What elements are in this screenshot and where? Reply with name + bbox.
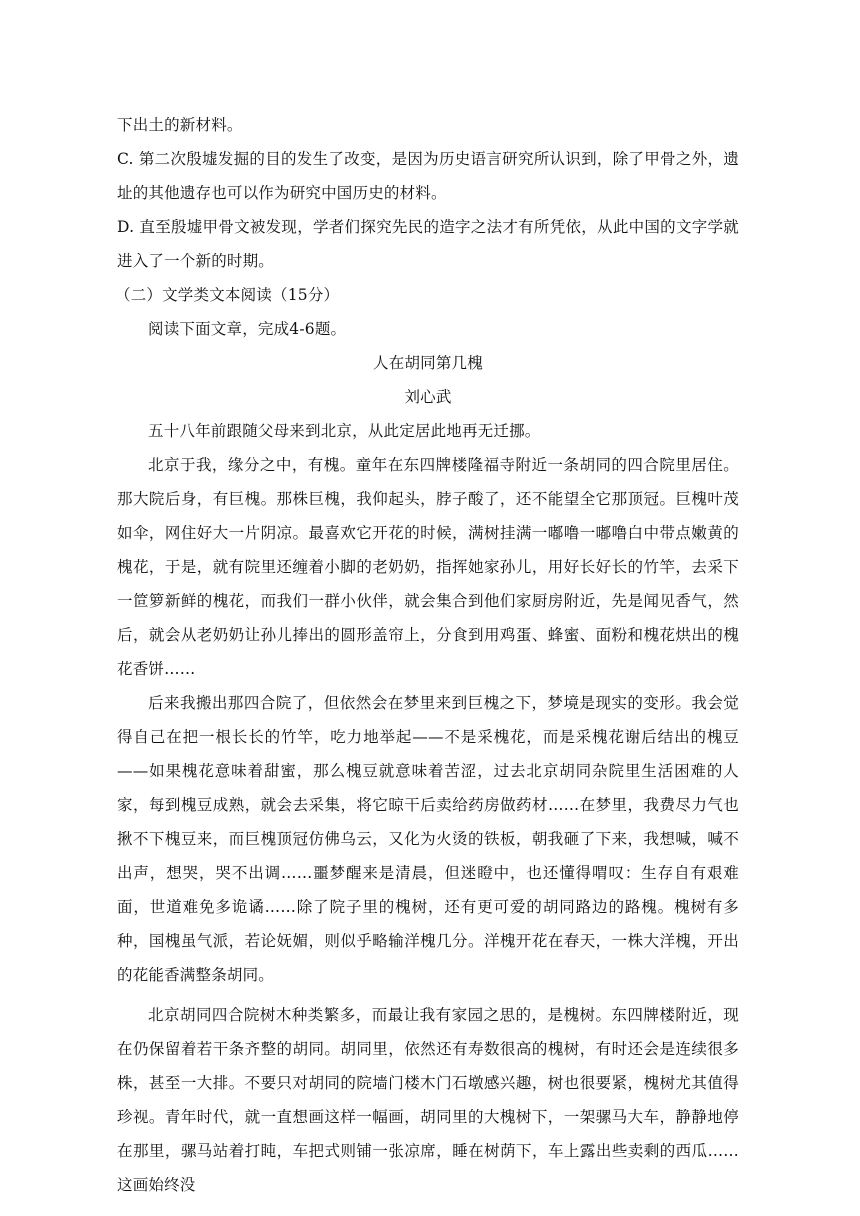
article-paragraph: 北京于我，缘分之中，有槐。童年在东四牌楼隆福寺附近一条胡同的四合院里居住。那大院后身，有巨槐。那株巨槐，我仰起头，脖子酸了，还不能望全它那顶冠。巨槐叶茂如伞，网住好大一片阴凉。最喜欢它开花的时候，满树挂满一嘟噜一嘟噜白中带点嫩黄的槐花，于是，就有院里还缠着小脚的老奶奶，指挥她家孙儿，用好长好长的竹竿，去采下一笸箩新鲜的槐花，而我们一群小伙伴，就会集合到他们家厨房附近，先是闻见香气，然后，就会从老奶奶让孙儿捧出的圆形盖帘上，分食到用鸡蛋、蜂蜜、面粉和槐花烘出的槐花香饼…… — [117, 456, 739, 678]
article-title: 人在胡同第几槐 — [373, 354, 483, 372]
reading-instruction: 阅读下面文章，完成4-6题。 — [148, 320, 347, 338]
article-author: 刘心武 — [404, 388, 452, 406]
section-heading: （二）文学类文本阅读（15分） — [115, 286, 340, 304]
article-paragraph: 北京胡同四合院树木种类繁多，而最让我有家园之思的，是槐树。东四牌楼附近，现在仍保留着若干条齐整的胡同。胡同里，依然还有寿数很高的槐树，有时还会是连续很多株，甚至一大排。不要只对胡同的院墙门楼木门石墩感兴趣，树也很要紧，槐树尤其值得珍视。青年时代，就一直想画这样一幅画，胡同里的大槐树下，一架骡马大车，静静地停在那里，骡马站着打盹，车把式则铺一张凉席，睡在树荫下，车上露出些卖剩的西瓜……这画始终没 — [117, 1006, 739, 1194]
article-paragraph: 五十八年前跟随父母来到北京，从此定居此地再无迁挪。 — [148, 422, 541, 440]
option-d: D. 直至殷墟甲骨文被发现，学者们探究先民的造字之法才有所凭依，从此中国的文字学就进入了一个新的时期。 — [117, 218, 739, 270]
option-c: C. 第二次殷墟发掘的目的发生了改变，是因为历史语言研究所认识到，除了甲骨之外，遗址的其他遗存也可以作为研究中国历史的材料。 — [117, 150, 739, 202]
text-paragraph: 下出土的新材料。 — [117, 116, 243, 134]
article-paragraph: 后来我搬出那四合院了，但依然会在梦里来到巨槐之下，梦境是现实的变形。我会觉得自己在把一根长长的竹竿，吃力地举起——不是采槐花，而是采槐花谢后结出的槐豆——如果槐花意味着甜蜜，那么槐豆就意味着苦涩，过去北京胡同杂院里生活困难的人家，每到槐豆成熟，就会去采集，将它晾干后卖给药房做药材……在梦里，我费尽力气也揪不下槐豆来，而巨槐顶冠仿佛乌云，又化为火烫的铁板，朝我砸了下来，我想喊，喊不出声，想哭，哭不出调……噩梦醒来是清晨，但迷瞪中，也还懂得喟叹：生存自有艰难面，世道难免多诡谲……除了院子里的槐树，还有更可爱的胡同路边的路槐。槐树有多种，国槐虽气派，若论妩媚，则似乎略输洋槐几分。洋槐开花在春天，一株大洋槐，开出的花能香满整条胡同。 — [117, 694, 739, 984]
document-body — [117, 108, 739, 1202]
